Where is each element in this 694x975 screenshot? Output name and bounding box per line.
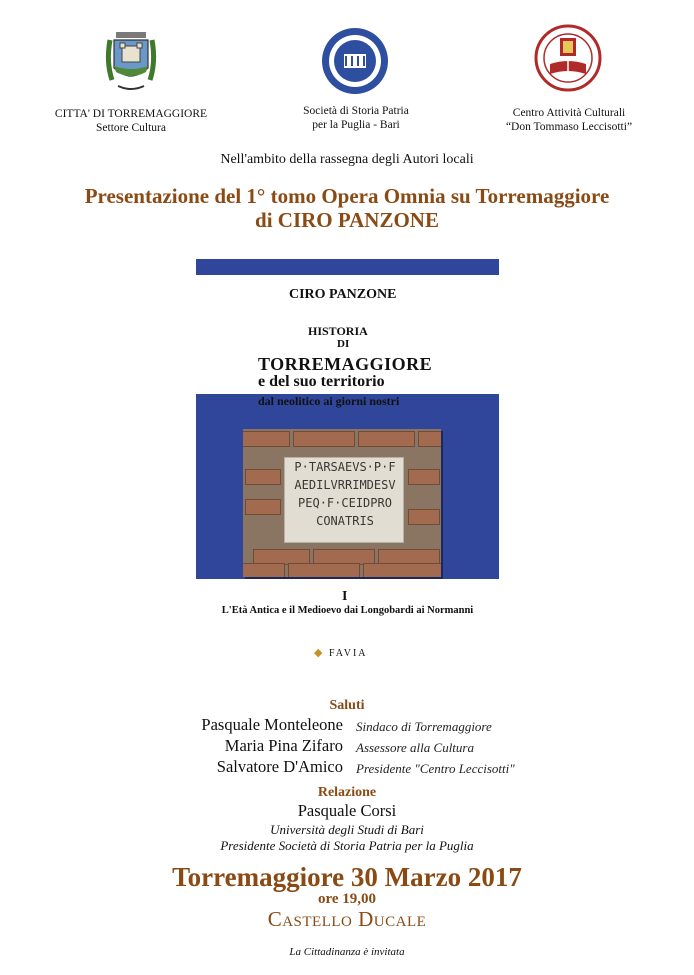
- publisher-logo-icon: ◆: [314, 647, 325, 659]
- organizer-comune-line1: CITTA' DI TORREMAGGIORE: [54, 108, 208, 120]
- organizer-societa-line1: Società di Storia Patria: [303, 105, 409, 117]
- societa-storia-patria-seal: [320, 26, 390, 96]
- organizer-societa: [271, 104, 441, 132]
- inscription-line-2: AEDILVRRIMDESV: [294, 478, 396, 492]
- book-cover-bottom-panel: [196, 579, 499, 682]
- book-historia: HISTORIA: [308, 324, 368, 338]
- title-line2: di CIRO PANZONE: [255, 208, 439, 232]
- event-date: Torremaggiore 30 Marzo 2017: [172, 862, 522, 892]
- organizer-comune: [41, 107, 221, 135]
- saluti-role-2: Assessore alla Cultura: [356, 740, 474, 755]
- relazione-line2: Presidente Società di Storia Patria per la Puglia: [220, 838, 474, 853]
- book-author: CIRO PANZONE: [289, 287, 397, 302]
- relazione-name: Pasquale Corsi: [297, 801, 397, 820]
- centro-leccisotti-seal: [534, 24, 602, 92]
- title-line1: Presentazione del 1° tomo Opera Omnia su Torremaggiore: [84, 184, 610, 208]
- organizer-centro-line2: “Don Tommaso Leccisotti”: [505, 121, 633, 133]
- saluti-name-2: Maria Pina Zifaro: [224, 736, 343, 755]
- book-volume-title: L'Età Antica e il Medioevo dai Longobardi ai Normanni: [221, 605, 474, 616]
- organizer-centro: [484, 106, 654, 134]
- invitation-note: La Cittadinanza è invitata: [289, 946, 405, 958]
- saluti-role-3: Presidente "Centro Leccisotti": [356, 761, 515, 776]
- book-main-title: TORREMAGGIORE: [258, 354, 433, 374]
- relazione-heading: Relazione: [317, 785, 377, 800]
- inscription-line-1: P·TARSAEVS·P·F: [294, 460, 396, 474]
- event-time: ore 19,00: [317, 891, 377, 907]
- saluti-name-1: Pasquale Monteleone: [201, 715, 343, 734]
- book-cover-photo: [243, 429, 441, 577]
- organizer-centro-line1: Centro Attività Culturali: [512, 107, 626, 119]
- event-venue: Castello Ducale: [267, 907, 427, 931]
- inscription-line-3: PEQ·F·CEIDPRO: [298, 496, 392, 510]
- saluti-heading: Saluti: [329, 698, 365, 713]
- organizer-societa-line2: per la Puglia - Bari: [312, 119, 400, 131]
- book-cover: [196, 259, 499, 682]
- intro-text: Nell'ambito della rassegna degli Autori locali: [220, 152, 474, 167]
- book-publisher: [314, 646, 368, 659]
- inscription-line-4: CONATRIS: [316, 514, 374, 528]
- book-publisher-name: FAVIA: [328, 648, 368, 659]
- book-subtitle: dal neolitico ai giorni nostri: [258, 394, 400, 408]
- relazione-line1: Università degli Studi di Bari: [270, 822, 424, 837]
- book-di: DI: [337, 338, 350, 350]
- book-volume-number: I: [342, 589, 348, 604]
- saluti-role-1: Sindaco di Torremaggiore: [356, 719, 492, 734]
- saluti-name-3: Salvatore D'Amico: [216, 757, 343, 776]
- comune-crest-logo: [100, 22, 162, 100]
- book-main-title-line2: e del suo territorio: [258, 373, 385, 390]
- organizer-comune-line2: Settore Cultura: [96, 122, 166, 134]
